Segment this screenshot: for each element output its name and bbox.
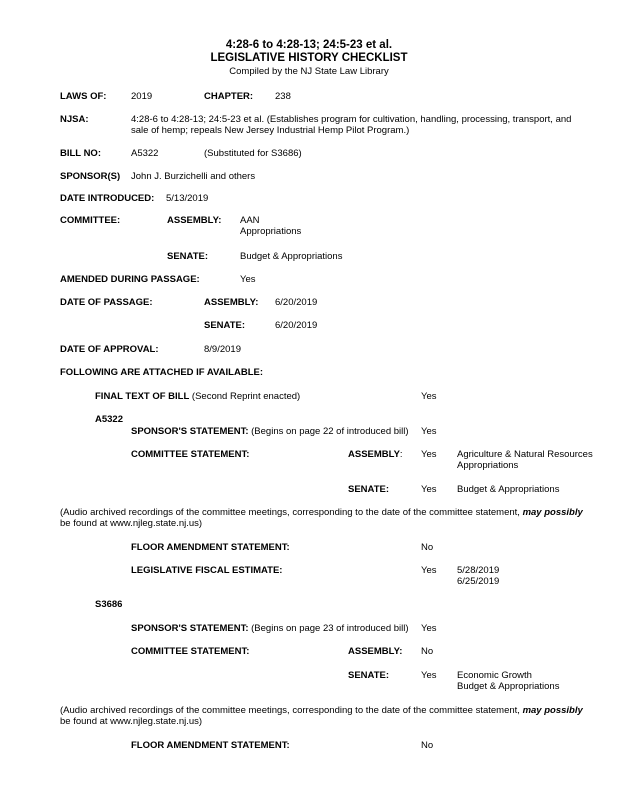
njsa-label: NJSA:	[60, 114, 89, 125]
s3686-sponsor-note: (Begins on page 23 of introduced bill)	[248, 623, 409, 634]
s3686-sponsor-value: Yes	[421, 623, 437, 634]
s3686-label: S3686	[95, 599, 123, 610]
s3686-sponsor-statement	[131, 623, 409, 634]
compiled-by: Compiled by the NJ State Law Library	[229, 66, 389, 77]
date-introduced-label: DATE INTRODUCED:	[60, 193, 155, 204]
audio-note-2-line-1	[60, 705, 583, 716]
laws-of-label: LAWS OF:	[60, 91, 107, 102]
passage-assembly-label: ASSEMBLY:	[204, 297, 259, 308]
bill-no-value: A5322	[131, 148, 159, 159]
a5322-senate-committee-1: Budget & Appropriations	[457, 484, 560, 495]
audio-note-1-emphasis: may possibly	[522, 507, 583, 518]
following-label: FOLLOWING ARE ATTACHED IF AVAILABLE:	[60, 367, 263, 378]
amended-label: AMENDED DURING PASSAGE:	[60, 274, 200, 285]
audio-note-1-line-2: be found at www.njleg.state.nj.us)	[60, 518, 203, 529]
a5322-assembly-value: Yes	[421, 449, 437, 460]
passage-label: DATE OF PASSAGE:	[60, 297, 153, 308]
s3686-senate-committee-1: Economic Growth	[457, 670, 532, 681]
chapter-label: CHAPTER:	[204, 91, 254, 102]
document-subtitle: LEGISLATIVE HISTORY CHECKLIST	[210, 52, 408, 64]
a5322-senate-value: Yes	[421, 484, 437, 495]
committee-label: COMMITTEE:	[60, 215, 121, 226]
committee-assembly-1: AAN	[240, 215, 260, 226]
passage-senate-label: SENATE:	[204, 320, 245, 331]
s3686-senate-value: Yes	[421, 670, 437, 681]
a5322-label: A5322	[95, 414, 123, 425]
a5322-assembly-committee-2: Appropriations	[457, 460, 519, 471]
committee-senate-value: Budget & Appropriations	[240, 251, 343, 262]
audio-note-2-text: (Audio archived recordings of the committee meetings, corresponding to the date of the committee statement,	[60, 705, 523, 716]
passage-senate-value: 6/20/2019	[275, 320, 318, 331]
a5322-assembly	[348, 449, 403, 460]
final-text-note: (Second Reprint enacted)	[189, 391, 301, 402]
audio-note-2-emphasis: may possibly	[522, 705, 583, 716]
a5322-fiscal-date-1: 5/28/2019	[457, 565, 500, 576]
audio-note-1-line-1	[60, 507, 583, 518]
a5322-fiscal-label: LEGISLATIVE FISCAL ESTIMATE:	[131, 565, 283, 576]
committee-assembly-2: Appropriations	[240, 226, 302, 237]
a5322-sponsor-label: SPONSOR'S STATEMENT:	[131, 426, 249, 437]
final-text-label: FINAL TEXT OF BILL	[95, 391, 190, 402]
amended-value: Yes	[240, 274, 256, 285]
a5322-sponsor-statement	[131, 426, 409, 437]
s3686-senate-label: SENATE:	[348, 670, 389, 681]
bill-no-note: (Substituted for S3686)	[204, 148, 302, 159]
njsa-line-2: sale of hemp; repeals New Jersey Industrial Hemp Pilot Program.)	[131, 125, 410, 136]
a5322-fiscal-value: Yes	[421, 565, 437, 576]
s3686-assembly-label: ASSEMBLY:	[348, 646, 403, 657]
a5322-sponsor-value: Yes	[421, 426, 437, 437]
final-text-value: Yes	[421, 391, 437, 402]
a5322-floor-value: No	[421, 542, 434, 553]
laws-of-value: 2019	[131, 91, 153, 102]
njsa-line-1: 4:28-6 to 4:28-13; 24:5-23 et al. (Establishes program for cultivation, handling, processing, transport, and	[131, 114, 572, 125]
a5322-senate-label: SENATE:	[348, 484, 389, 495]
a5322-assembly-label: ASSEMBLY	[348, 449, 400, 460]
date-introduced-value: 5/13/2019	[166, 193, 209, 204]
audio-note-2-line-2: be found at www.njleg.state.nj.us)	[60, 716, 203, 727]
s3686-floor-value: No	[421, 740, 434, 751]
chapter-value: 238	[275, 91, 291, 102]
s3686-committee-label: COMMITTEE STATEMENT:	[131, 646, 250, 657]
s3686-floor-label: FLOOR AMENDMENT STATEMENT:	[131, 740, 290, 751]
a5322-assembly-colon: :	[399, 449, 403, 460]
a5322-floor-label: FLOOR AMENDMENT STATEMENT:	[131, 542, 290, 553]
s3686-assembly-value: No	[421, 646, 434, 657]
sponsors-value: John J. Burzichelli and others	[131, 171, 256, 182]
document-title: 4:28-6 to 4:28-13; 24:5-23 et al.	[225, 39, 393, 51]
sponsors-label: SPONSOR(S)	[60, 171, 121, 182]
a5322-sponsor-note: (Begins on page 22 of introduced bill)	[248, 426, 409, 437]
audio-note-1-text: (Audio archived recordings of the committee meetings, corresponding to the date of the committee statement,	[60, 507, 523, 518]
a5322-assembly-committee-1: Agriculture & Natural Resources	[457, 449, 593, 460]
a5322-committee-label: COMMITTEE STATEMENT:	[131, 449, 250, 460]
s3686-sponsor-label: SPONSOR'S STATEMENT:	[131, 623, 249, 634]
approval-value: 8/9/2019	[204, 344, 241, 355]
committee-senate-label: SENATE:	[167, 251, 208, 262]
approval-label: DATE OF APPROVAL:	[60, 344, 159, 355]
bill-no-label: BILL NO:	[60, 148, 101, 159]
final-text	[95, 391, 300, 402]
committee-assembly-label: ASSEMBLY:	[167, 215, 222, 226]
a5322-fiscal-date-2: 6/25/2019	[457, 576, 500, 587]
passage-assembly-value: 6/20/2019	[275, 297, 318, 308]
s3686-senate-committee-2: Budget & Appropriations	[457, 681, 560, 692]
